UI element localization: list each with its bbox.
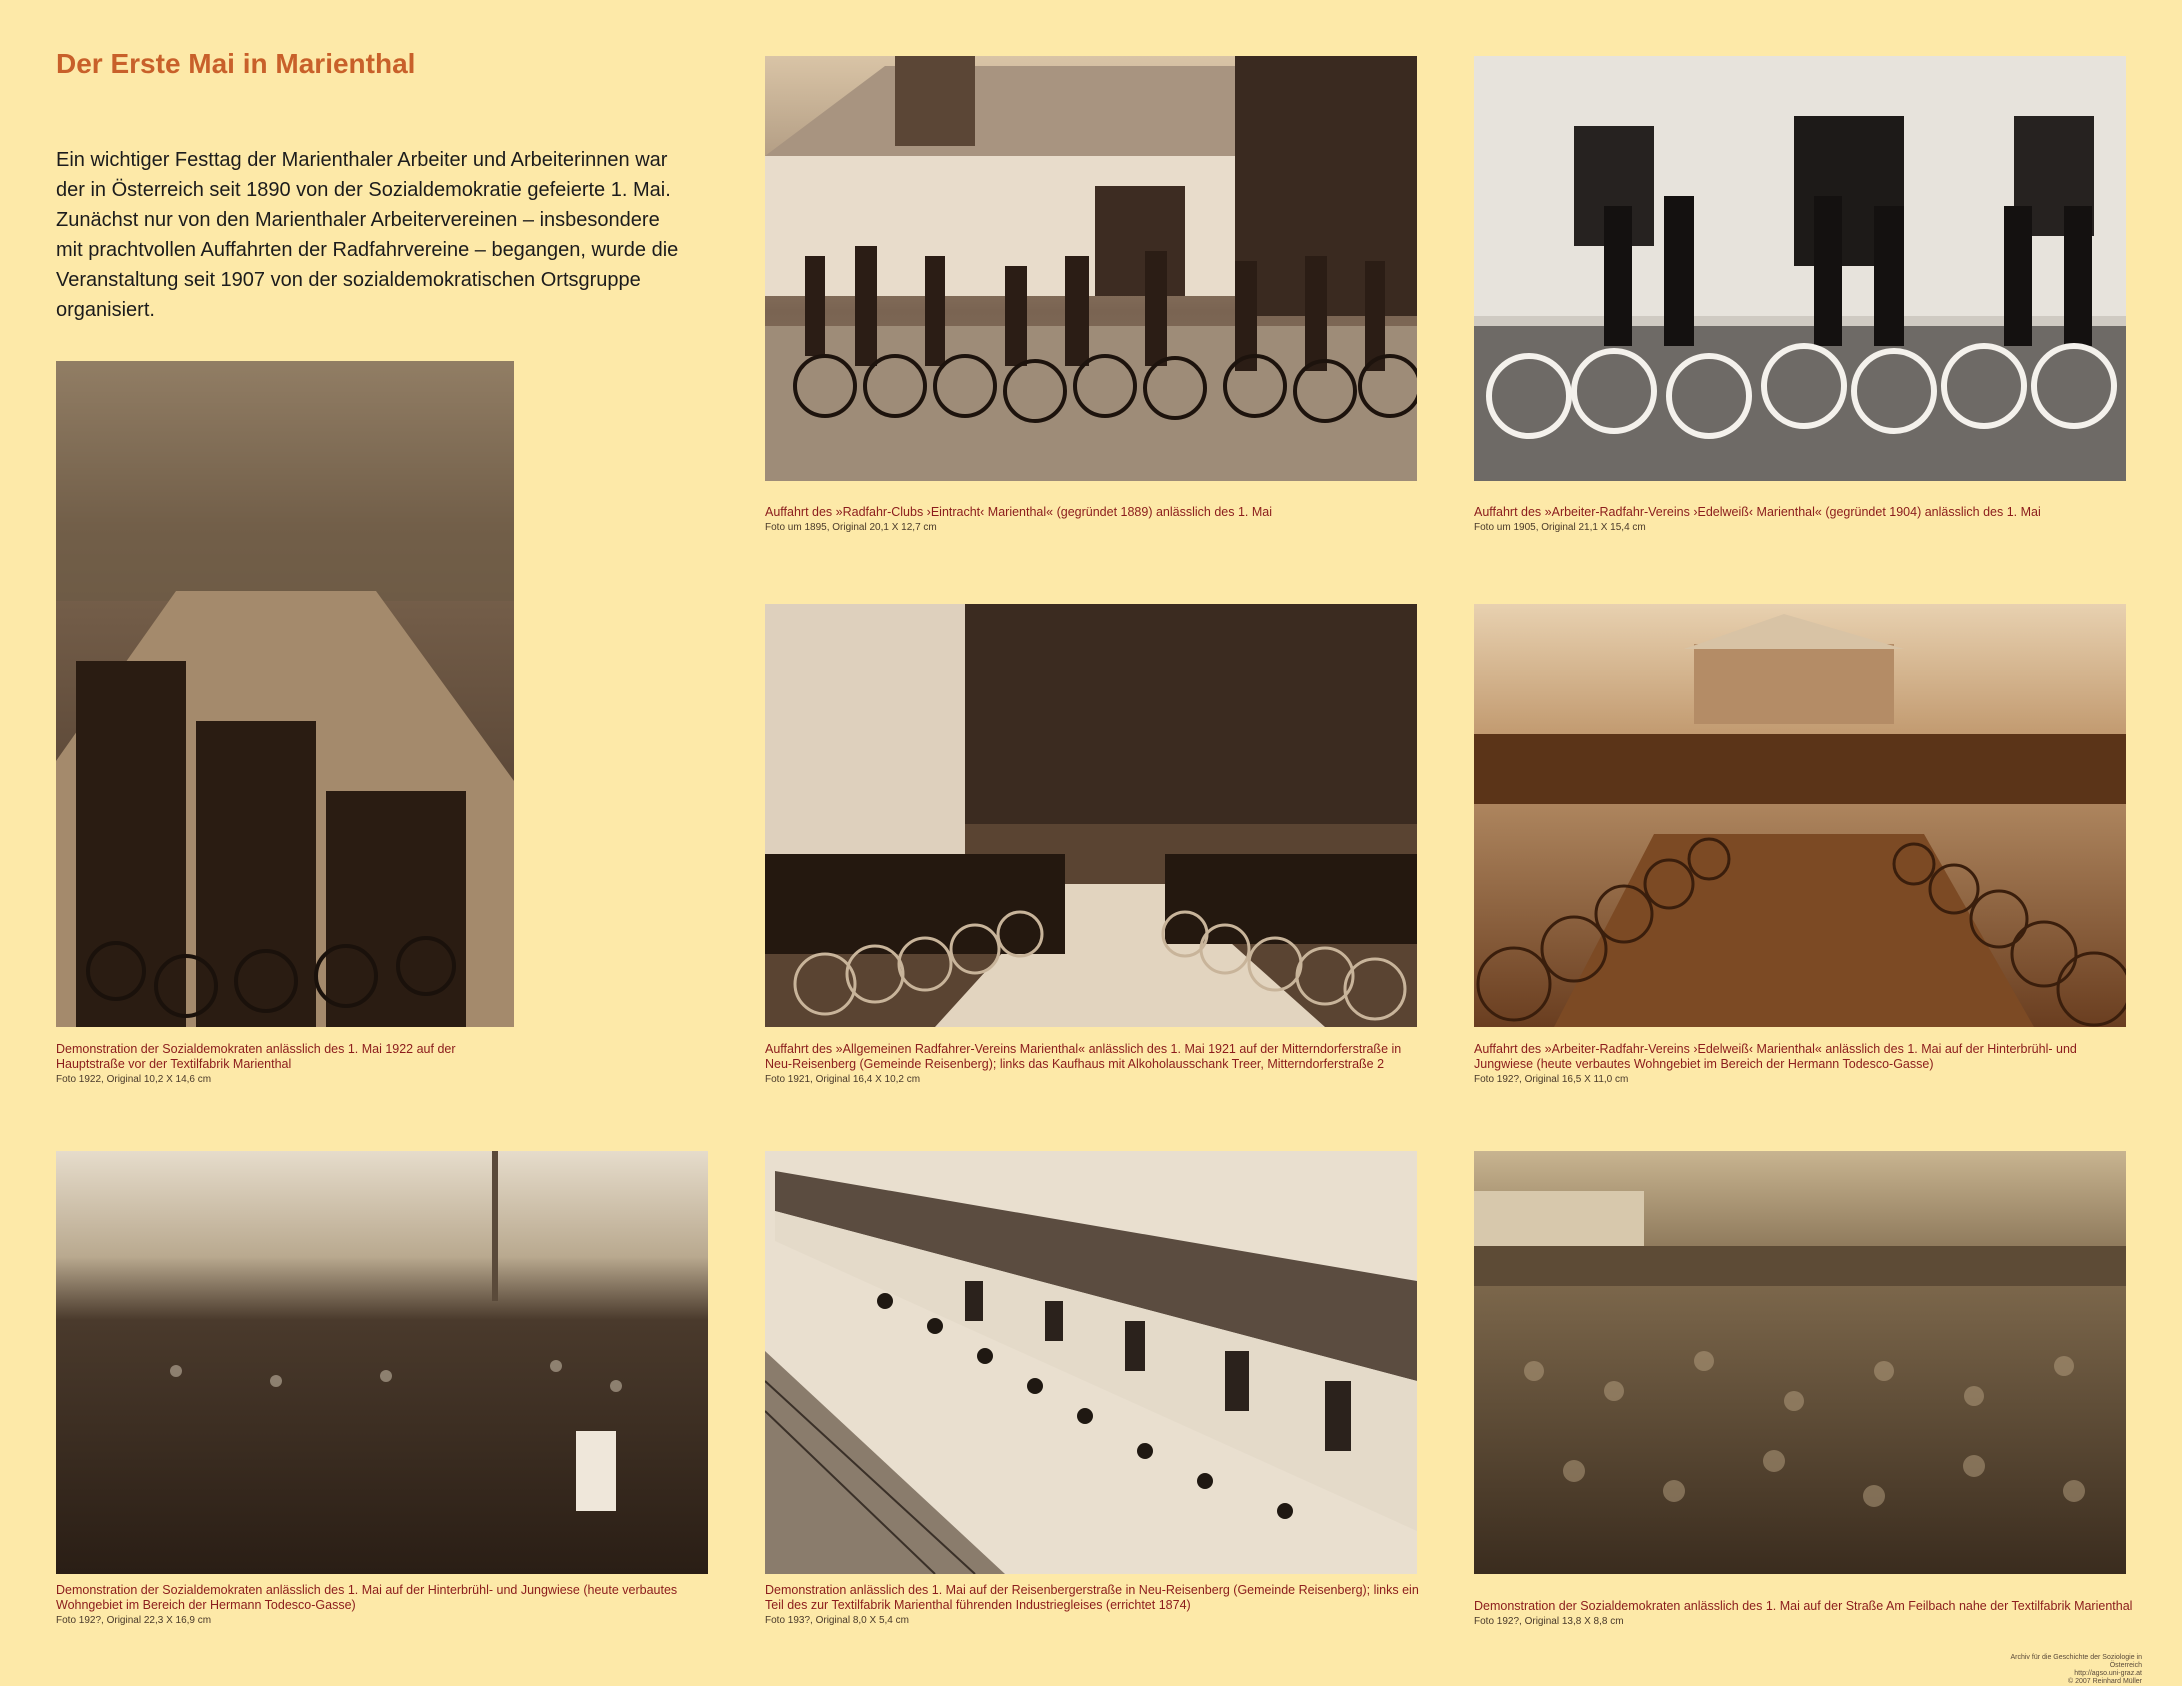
photo-hinterbruehl-demonstration — [56, 1151, 708, 1574]
caption-meta: Foto 1922, Original 10,2 X 14,6 cm — [56, 1074, 212, 1085]
caption-text: Auffahrt des »Allgemeinen Radfahrer-Vereins Marienthal« anlässlich des 1. Mai 1921 auf der Mitterndorferstraße in Neu-Reisenberg (Gemeinde Reisenberg); links das Kaufhaus mit Alkoholausschank Treer, Mitterndorferstraße 2 — [765, 1042, 1402, 1071]
photo-edelweiss-1905 — [1474, 56, 2126, 481]
page-title: Der Erste Mai in Marienthal — [56, 48, 416, 79]
footer-credits — [1982, 1654, 2142, 1686]
caption-meta: Foto 193?, Original 8,0 X 5,4 cm — [765, 1615, 909, 1626]
caption-text: Demonstration der Sozialdemokraten anlässlich des 1. Mai auf der Straße Am Feilbach nahe der Textilfabrik Marienthal — [1474, 1599, 2133, 1613]
footer-url: http://agso.uni-graz.at — [2074, 1670, 2142, 1677]
photo-hauptstrasse-1922 — [56, 361, 514, 1027]
caption-photo-4 — [765, 1042, 1425, 1087]
caption-meta: Foto 192?, Original 16,5 X 11,0 cm — [1474, 1074, 1629, 1085]
caption-text: Demonstration der Sozialdemokraten anlässlich des 1. Mai auf der Hinterbrühl- und Jungwiese (heute verbautes Wohngebiet im Bereich der Hermann Todesco-Gasse) — [56, 1583, 678, 1612]
caption-photo-3 — [56, 1042, 526, 1087]
caption-photo-7 — [765, 1583, 1425, 1628]
photo-mitterndorferstrasse-1921 — [765, 604, 1417, 1027]
caption-photo-8 — [1474, 1599, 2134, 1629]
intro-text: Ein wichtiger Festtag der Marienthaler Arbeiter und Arbeiterinnen war der in Österreich seit 1890 von der Sozialdemokratie gefeierte 1. Mai. Zunächst nur von den Marienthaler Arbeitervereinen – insbesondere mit prachtvollen Auffahrten der Radfahrvereine – begangen, wurde die Veranstaltung seit 1907 von der sozialdemokratischen Ortsgruppe organisiert. — [56, 149, 679, 321]
caption-text: Demonstration der Sozialdemokraten anlässlich des 1. Mai 1922 auf der Hauptstraße vor der Textilfabrik Marienthal — [56, 1042, 456, 1071]
caption-photo-2 — [1474, 505, 2134, 535]
caption-meta: Foto 192?, Original 22,3 X 16,9 cm — [56, 1615, 212, 1626]
caption-text: Auffahrt des »Arbeiter-Radfahr-Vereins ›Edelweiß‹ Marienthal« (gegründet 1904) anlässlich des 1. Mai — [1474, 505, 2041, 519]
photo-hinterbruehl-auffahrt — [1474, 604, 2126, 1027]
caption-photo-1 — [765, 505, 1425, 535]
caption-meta: Foto 192?, Original 13,8 X 8,8 cm — [1474, 1616, 1624, 1627]
photo-reisenbergerstrasse — [765, 1151, 1417, 1574]
caption-photo-5 — [1474, 1042, 2134, 1087]
photo-am-feilbach — [1474, 1151, 2126, 1574]
footer-archive: Archiv für die Geschichte der Soziologie in Österreich — [2010, 1654, 2142, 1669]
footer-copyright: © 2007 Reinhard Müller — [2067, 1678, 2142, 1685]
caption-meta: Foto um 1905, Original 21,1 X 15,4 cm — [1474, 522, 1646, 533]
caption-meta: Foto um 1895, Original 20,1 X 12,7 cm — [765, 522, 937, 533]
caption-photo-6 — [56, 1583, 716, 1628]
caption-meta: Foto 1921, Original 16,4 X 10,2 cm — [765, 1074, 921, 1085]
caption-text: Auffahrt des »Arbeiter-Radfahr-Vereins ›Edelweiß‹ Marienthal« anlässlich des 1. Mai auf der Hinterbrühl- und Jungwiese (heute verbautes Wohngebiet im Bereich der Hermann Todesco-Gasse) — [1474, 1042, 2077, 1071]
photo-eintracht-1895 — [765, 56, 1417, 481]
caption-text: Demonstration anlässlich des 1. Mai auf der Reisenbergerstraße in Neu-Reisenberg (Gemeinde Reisenberg); links ein Teil des zur Textilfabrik Marienthal führenden Industriegleises (errichtet 1874) — [765, 1583, 1419, 1612]
caption-text: Auffahrt des »Radfahr-Clubs ›Eintracht‹ Marienthal« (gegründet 1889) anlässlich des 1. Mai — [765, 505, 1272, 519]
